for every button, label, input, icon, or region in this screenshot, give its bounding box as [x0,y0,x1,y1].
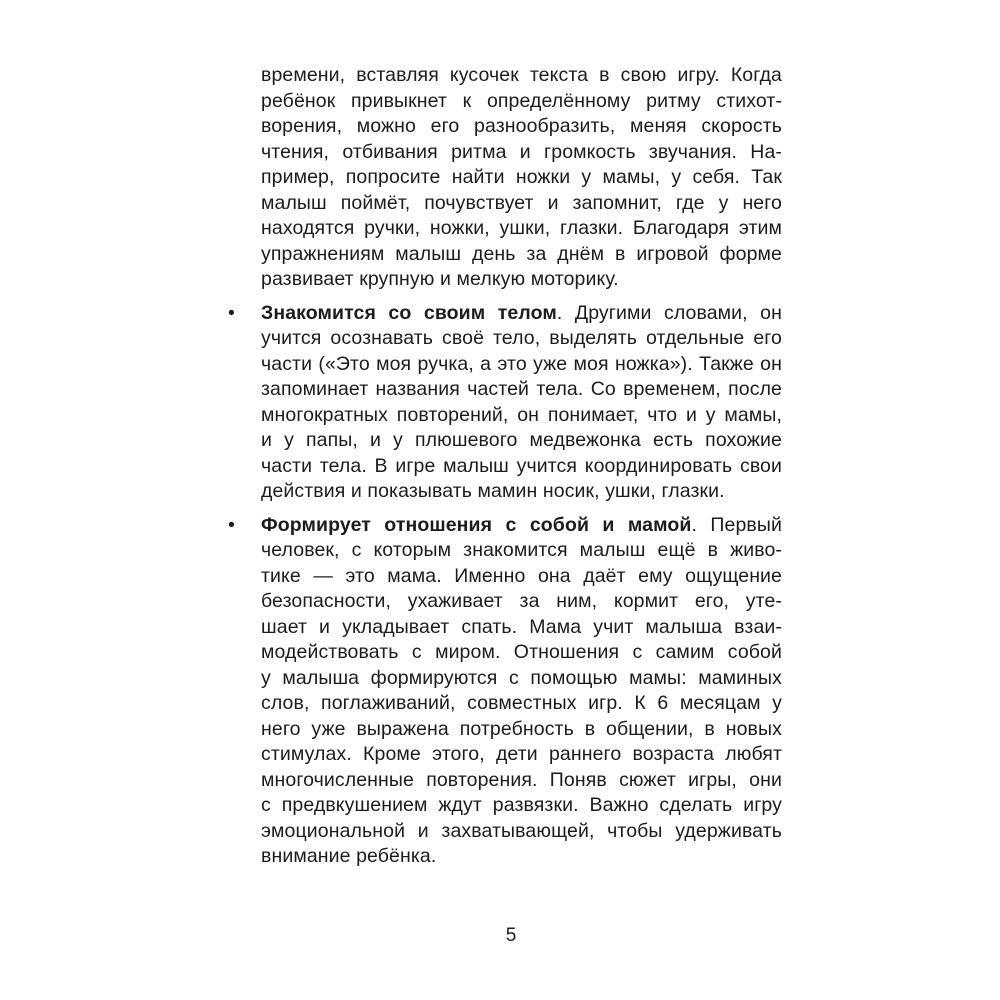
page-number: 5 [505,925,517,946]
bullet-paragraph [228,513,782,870]
text-line: у малыша формируются с помощью мамы: маминых [261,666,782,689]
text-line: модействовать с миром. Отношения с самим собой [261,641,782,663]
text-line: пример, попросите найти ножки у мамы, у себя. Так [261,166,782,188]
text-line: человек, с которым знакомится малыш ещё в живо- [261,539,782,561]
text-line: действия и показывать мамин носик, ушки, глазки. [261,480,725,502]
text-line: шает и укладывает спать. Мама учит малыша взаи- [261,615,782,638]
text-line: ребёнок привыкнет к определённому ритму стихот- [261,89,782,112]
text-line: запоминает названия частей тела. Со временем, после [261,378,782,400]
text-line: части («Это моя ручка, а это уже моя ножка»). Также он [261,352,782,375]
text-line: чтения, отбивания ритма и громкость звучания. На- [261,140,782,163]
text-block [228,63,782,870]
text-line: него уже выражена потребность в общении, в новых [261,717,782,740]
text-line: Формирует отношения с собой и мамой. Первый [261,513,782,536]
text-line: учится осознавать своё тело, выделять отдельные его [261,327,782,349]
text-line: безопасности, ухаживает за ним, кормит его, уте- [261,590,782,612]
text-line: малыш поймёт, почувствует и запомнит, где у него [261,191,782,214]
text-line: внимание ребёнка. [261,845,437,867]
text-line: упражнениям малыш день за днём в игровой форме [261,242,782,265]
text-line: времени, вставляя кусочек текста в свою игру. Когда [261,64,782,86]
text-line: и у папы, и у плюшевого медвежонка есть похожие [261,429,782,451]
text-line: Знакомится со своим телом. Другими словами, он [261,301,782,324]
text-line: стимулах. Кроме этого, дети раннего возраста любят [261,743,782,765]
bullet-icon: • [228,513,235,536]
text-line: многократных повторений, он понимает, что и у мамы, [261,403,782,426]
text-line: с предвкушением ждут развязки. Важно сделать игру [261,794,782,816]
bullet-paragraph [228,301,782,505]
text-line: слов, поглаживаний, совместных игр. К 6 месяцам у [261,692,782,714]
text-line: эмоциональной и захватывающей, чтобы удерживать [261,819,782,842]
text-line: развивает крупную и мелкую моторику. [261,268,619,290]
paragraph [261,63,782,293]
text-line: тике — это мама. Именно она даёт ему ощущение [261,564,782,587]
text-line: ворения, можно его разнообразить, меняя скорость [261,115,782,137]
text-line: части тела. В игре малыш учится координировать свои [261,454,782,477]
bullet-icon: • [228,301,235,324]
text-line: находятся ручки, ножки, ушки, глазки. Благодаря этим [261,217,782,239]
text-line: многочисленные повторения. Поняв сюжет игры, они [261,768,782,791]
